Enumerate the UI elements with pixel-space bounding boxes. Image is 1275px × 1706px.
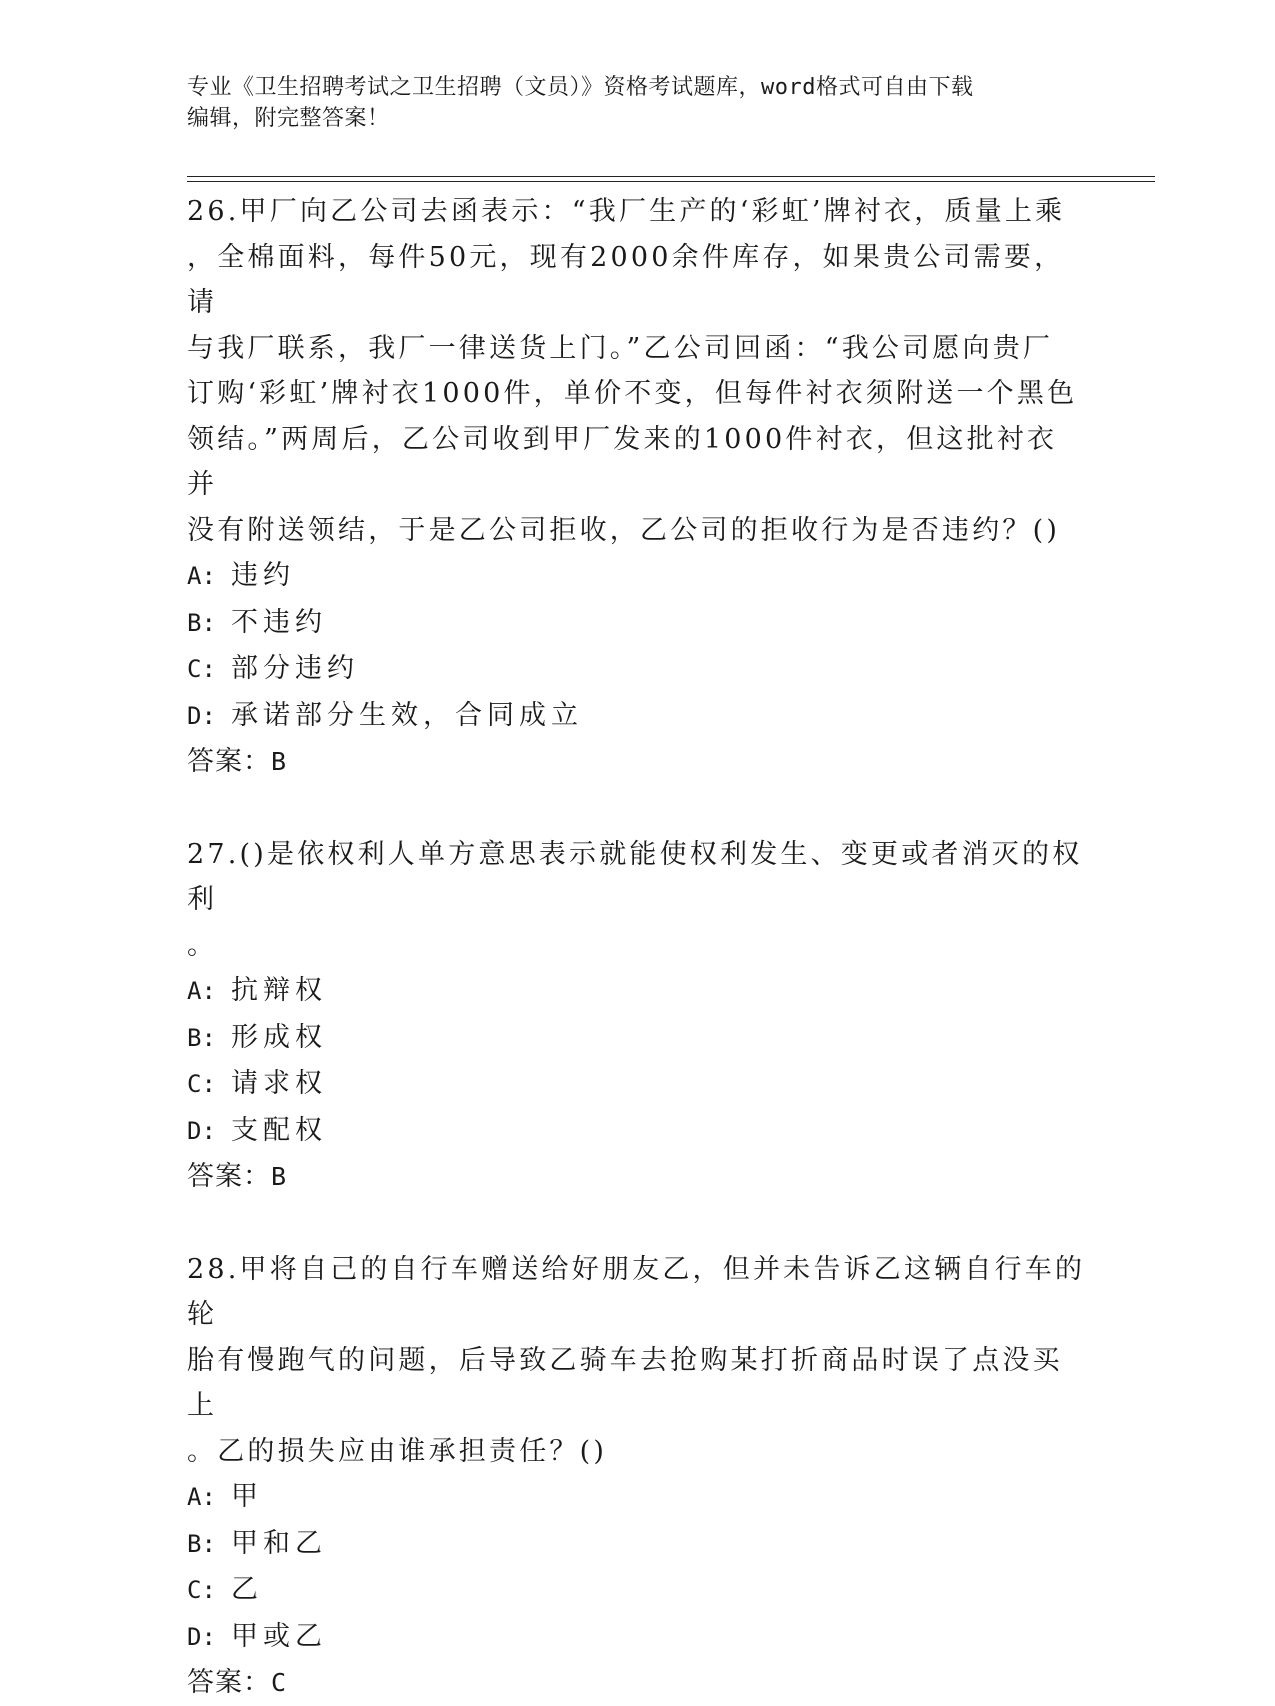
header-line-2: 编辑，附完整答案！	[187, 106, 390, 131]
answer-label: 答案：	[187, 746, 271, 777]
question-stem-line: 27.()是依权利人单方意思表示就能使权利发生、变更或者消灭的权利	[187, 838, 1083, 915]
question-stem-line: 没有附送领结，于是乙公司拒收，乙公司的拒收行为是否违约？()	[187, 514, 1061, 546]
option-text: 形成权	[231, 1021, 327, 1053]
option-text: 请求权	[231, 1068, 327, 1099]
option-text: 甲	[231, 1481, 263, 1512]
option-b	[187, 600, 1087, 647]
option-c	[187, 646, 1087, 693]
option-key: D:	[187, 701, 216, 730]
question-stem-line: ，全棉面料，每件50元，现有2000余件库存，如果贵公司需要，请	[187, 241, 1065, 318]
spacer	[187, 1200, 1087, 1247]
option-text: 甲和乙	[231, 1527, 327, 1559]
header-line-1: 专业《卫生招聘考试之卫生招聘（文员）》资格考试题库，word格式可自由下载	[187, 75, 974, 100]
question-stem-line: 28.甲将自己的自行车赠送给好朋友乙，但并未告诉乙这辆自行车的轮	[187, 1253, 1086, 1330]
option-text: 甲或乙	[231, 1620, 327, 1652]
answer-label: 答案：	[187, 1161, 271, 1192]
option-key: B:	[187, 1023, 216, 1052]
option-a	[187, 1474, 1087, 1521]
option-text: 抗辩权	[231, 975, 327, 1006]
option-text: 部分违约	[231, 653, 359, 684]
option-d	[187, 1614, 1087, 1661]
question-26	[187, 189, 1087, 785]
question-28	[187, 1247, 1087, 1706]
option-key: D:	[187, 1622, 216, 1651]
question-27	[187, 832, 1087, 1200]
document-header	[187, 72, 1067, 134]
option-b	[187, 1015, 1087, 1062]
option-text: 乙	[231, 1574, 263, 1605]
question-stem-line: 领结。”两周后，乙公司收到甲厂发来的1000件衬衣，但这批衬衣并	[187, 423, 1058, 500]
answer-value: B	[271, 747, 288, 776]
option-d	[187, 1108, 1087, 1155]
question-list	[187, 189, 1087, 1706]
option-key: D:	[187, 1116, 216, 1145]
option-key: C:	[187, 1576, 216, 1604]
option-key: A:	[187, 1483, 216, 1511]
option-key: C:	[187, 1070, 216, 1098]
option-key: B:	[187, 1529, 216, 1558]
option-text: 承诺部分生效，合同成立	[231, 699, 583, 731]
answer-value: C	[271, 1668, 288, 1697]
option-c	[187, 1061, 1087, 1108]
option-key: A:	[187, 562, 216, 590]
option-text: 不违约	[231, 606, 327, 638]
question-stem-line: 订购‘彩虹’牌衬衣1000件，单价不变，但每件衬衣须附送一个黑色	[187, 378, 1078, 409]
answer-line	[187, 1660, 1087, 1706]
spacer	[187, 785, 1087, 832]
option-a	[187, 553, 1087, 600]
question-stem-line: 26.甲厂向乙公司去函表示：“我厂生产的‘彩虹’牌衬衣，质量上乘	[187, 196, 1066, 227]
option-text: 违约	[231, 560, 295, 591]
question-stem-line: 与我厂联系，我厂一律送货上门。”乙公司回函：“我公司愿向贵厂	[187, 332, 1054, 364]
answer-line	[187, 739, 1087, 785]
header-divider-bottom	[187, 181, 1155, 182]
question-stem-line: 。乙的损失应由谁承担责任？()	[187, 1435, 608, 1467]
question-stem-line: 。	[187, 929, 218, 961]
option-c	[187, 1567, 1087, 1614]
answer-label: 答案：	[187, 1667, 271, 1698]
header-divider-top	[187, 176, 1155, 177]
answer-line	[187, 1154, 1087, 1200]
option-d	[187, 693, 1087, 740]
option-key: B:	[187, 608, 216, 637]
question-stem-line: 胎有慢跑气的问题，后导致乙骑车去抢购某打折商品时误了点没买上	[187, 1344, 1063, 1421]
option-key: A:	[187, 977, 216, 1005]
option-key: C:	[187, 655, 216, 683]
option-a	[187, 968, 1087, 1015]
answer-value: B	[271, 1162, 288, 1191]
option-b	[187, 1521, 1087, 1568]
option-text: 支配权	[231, 1114, 327, 1146]
